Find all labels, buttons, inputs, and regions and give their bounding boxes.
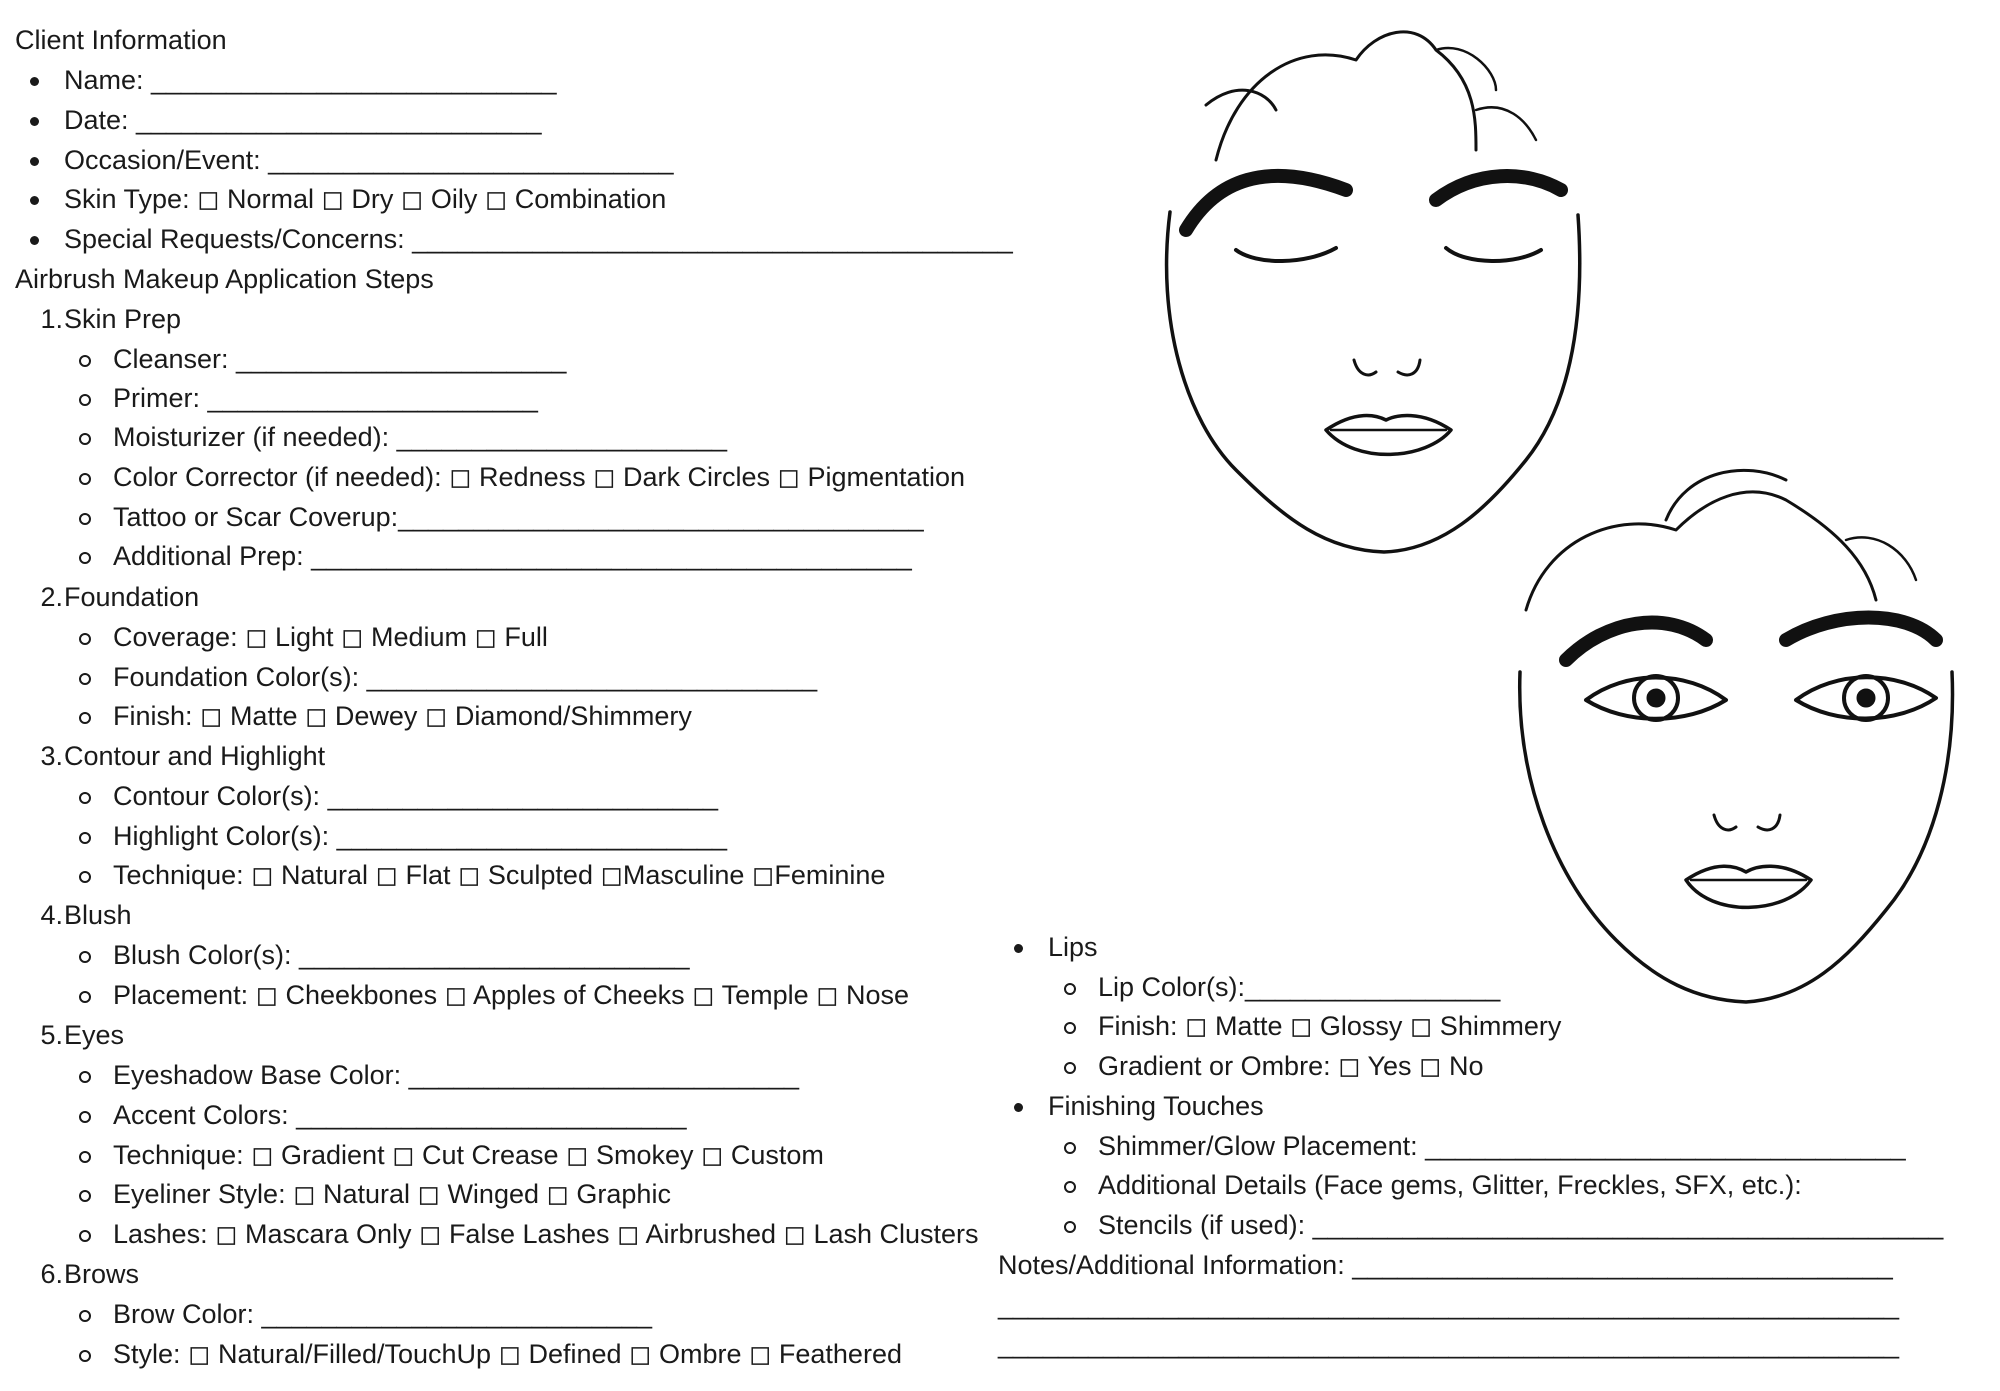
face-chart-illustration bbox=[1146, 0, 2000, 1020]
eye-technique-options[interactable]: Technique: ◻ Gradient ◻ Cut Crease ◻ Smokey ◻ Custom bbox=[113, 1136, 824, 1174]
client-info-heading: Client Information bbox=[15, 25, 227, 55]
eyeliner-style-options[interactable]: Eyeliner Style: ◻ Natural ◻ Winged ◻ Graphic bbox=[113, 1175, 671, 1213]
section-number: 5. bbox=[40, 1020, 63, 1050]
foundation-finish-options[interactable]: Finish: ◻ Matte ◻ Dewey ◻ Diamond/Shimmery bbox=[113, 697, 692, 735]
additional-details-field[interactable]: Additional Details (Face gems, Glitter, Freckles, SFX, etc.): bbox=[1098, 1166, 1802, 1204]
stencils-field[interactable]: Stencils (if used): __________________________________________ bbox=[1098, 1206, 1943, 1244]
section-title-skin-prep: Skin Prep bbox=[64, 304, 182, 334]
client-date-field[interactable]: Date: ___________________________ bbox=[64, 101, 541, 139]
section-number: 3. bbox=[40, 741, 63, 771]
section-number: 6. bbox=[40, 1259, 63, 1289]
section-title-foundation: Foundation bbox=[64, 582, 200, 612]
blush-placement-options[interactable]: Placement: ◻ Cheekbones ◻ Apples of Cheeks ◻ Temple ◻ Nose bbox=[113, 976, 909, 1014]
shimmer-placement-field[interactable]: Shimmer/Glow Placement: ________________________________ bbox=[1098, 1127, 1906, 1165]
coverage-options[interactable]: Coverage: ◻ Light ◻ Medium ◻ Full bbox=[113, 618, 548, 656]
section-title-brows: Brows bbox=[64, 1259, 140, 1289]
notes-field[interactable]: Notes/Additional Information: ____________________________________ bbox=[998, 1250, 1893, 1280]
section-title-lips: Lips bbox=[1048, 928, 1098, 966]
notes-line[interactable]: ____________________________________________________________ bbox=[998, 1329, 1899, 1359]
foundation-color-field[interactable]: Foundation Color(s): ______________________________ bbox=[113, 658, 817, 696]
lip-gradient-options[interactable]: Gradient or Ombre: ◻ Yes ◻ No bbox=[1098, 1047, 1484, 1085]
brow-style-options[interactable]: Style: ◻ Natural/Filled/TouchUp ◻ Defined ◻ Ombre ◻ Feathered bbox=[113, 1335, 902, 1373]
lashes-options[interactable]: Lashes: ◻ Mascara Only ◻ False Lashes ◻ Airbrushed ◻ Lash Clusters bbox=[113, 1215, 979, 1253]
section-number: 4. bbox=[40, 900, 63, 930]
skin-type-options[interactable]: Skin Type: ◻ Normal ◻ Dry ◻ Oily ◻ Combination bbox=[64, 180, 666, 218]
primer-field[interactable]: Primer: ______________________ bbox=[113, 379, 538, 417]
face-open-eyes bbox=[1520, 470, 1953, 1002]
section-title-contour: Contour and Highlight bbox=[64, 741, 326, 771]
accent-colors-field[interactable]: Accent Colors: __________________________ bbox=[113, 1096, 687, 1134]
lip-finish-options[interactable]: Finish: ◻ Matte ◻ Glossy ◻ Shimmery bbox=[1098, 1007, 1561, 1045]
section-title-finishing: Finishing Touches bbox=[1048, 1087, 1264, 1125]
section-title-eyes: Eyes bbox=[64, 1020, 125, 1050]
color-corrector-options[interactable]: Color Corrector (if needed): ◻ Redness ◻ Dark Circles ◻ Pigmentation bbox=[113, 458, 965, 496]
steps-heading: Airbrush Makeup Application Steps bbox=[15, 264, 434, 294]
moisturizer-field[interactable]: Moisturizer (if needed): ______________________ bbox=[113, 418, 727, 456]
client-occasion-field[interactable]: Occasion/Event: ___________________________ bbox=[64, 141, 674, 179]
client-name-field[interactable]: Name: ___________________________ bbox=[64, 61, 556, 99]
special-requests-field[interactable]: Special Requests/Concerns: ________________________________________ bbox=[64, 220, 1013, 258]
contour-color-field[interactable]: Contour Color(s): __________________________ bbox=[113, 777, 718, 815]
notes-line[interactable]: ____________________________________________________________ bbox=[998, 1290, 1899, 1320]
cleanser-field[interactable]: Cleanser: ______________________ bbox=[113, 340, 566, 378]
lip-color-field[interactable]: Lip Color(s):_________________ bbox=[1098, 968, 1500, 1006]
highlight-color-field[interactable]: Highlight Color(s): __________________________ bbox=[113, 817, 727, 855]
blush-color-field[interactable]: Blush Color(s): __________________________ bbox=[113, 936, 689, 974]
additional-prep-field[interactable]: Additional Prep: ________________________________________ bbox=[113, 537, 912, 575]
tattoo-coverup-field[interactable]: Tattoo or Scar Coverup:___________________________________ bbox=[113, 498, 924, 536]
section-title-blush: Blush bbox=[64, 900, 132, 930]
brow-color-field[interactable]: Brow Color: __________________________ bbox=[113, 1295, 652, 1333]
section-number: 1. bbox=[40, 304, 63, 334]
face-closed-eyes bbox=[1167, 32, 1580, 552]
eyeshadow-base-field[interactable]: Eyeshadow Base Color: __________________________ bbox=[113, 1056, 799, 1094]
contour-technique-options[interactable]: Technique: ◻ Natural ◻ Flat ◻ Sculpted ◻Masculine ◻Feminine bbox=[113, 856, 885, 894]
section-number: 2. bbox=[40, 582, 63, 612]
